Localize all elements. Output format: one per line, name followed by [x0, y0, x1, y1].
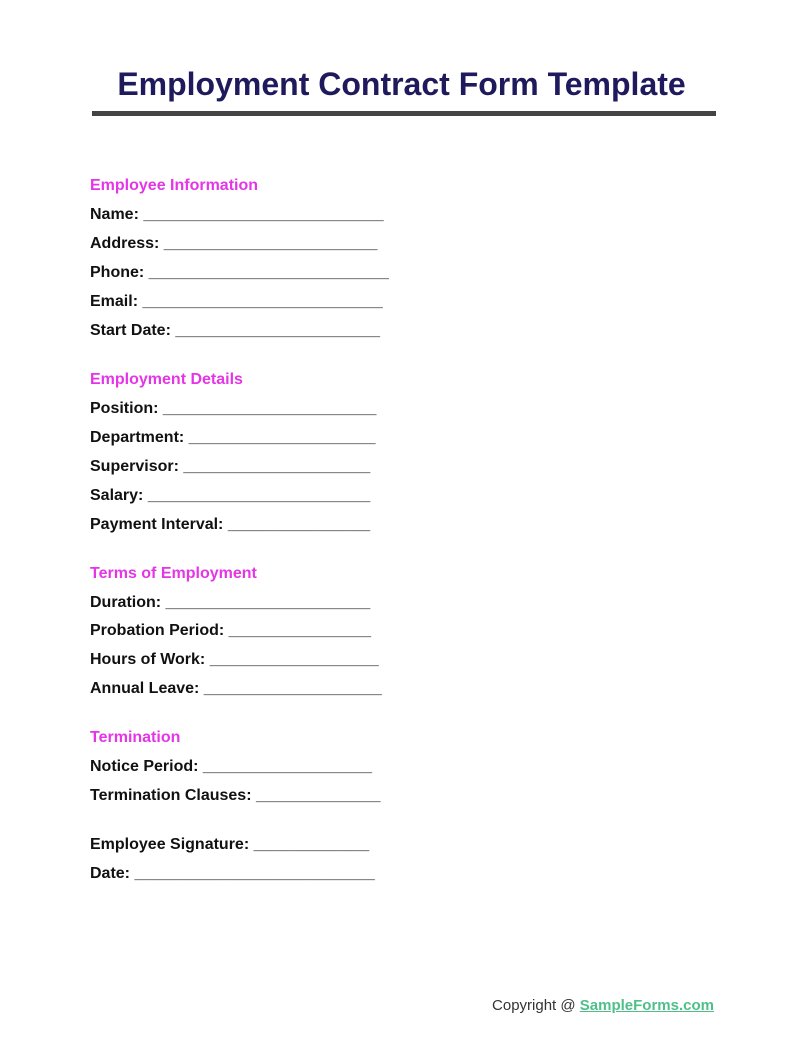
payment-interval-field[interactable]: Payment Interval: ________________	[90, 516, 371, 533]
section-heading-employee-information: Employee Information	[90, 177, 259, 194]
department-field[interactable]: Department: _____________________	[90, 429, 376, 446]
hours-of-work-field[interactable]: Hours of Work: ___________________	[90, 651, 379, 668]
copyright-text: Copyright @	[492, 997, 580, 1014]
section-heading-termination: Termination	[90, 729, 181, 746]
email-field[interactable]: Email: ___________________________	[90, 293, 383, 310]
address-field[interactable]: Address: ________________________	[90, 235, 378, 252]
form-title: Employment Contract Form Template	[117, 66, 686, 102]
supervisor-field[interactable]: Supervisor: _____________________	[90, 458, 371, 475]
name-field[interactable]: Name: ___________________________	[90, 206, 384, 223]
employee-signature-field[interactable]: Employee Signature: _____________	[90, 836, 370, 853]
notice-period-field[interactable]: Notice Period: ___________________	[90, 758, 372, 775]
termination-clauses-field[interactable]: Termination Clauses: ______________	[90, 787, 381, 804]
copyright-footer	[492, 997, 714, 1014]
sampleforms-link[interactable]: SampleForms.com	[579, 997, 714, 1014]
section-heading-terms-of-employment: Terms of Employment	[90, 565, 257, 582]
phone-field[interactable]: Phone: ___________________________	[90, 264, 389, 281]
start-date-field[interactable]: Start Date: _______________________	[90, 322, 381, 339]
annual-leave-field[interactable]: Annual Leave: ____________________	[90, 680, 382, 697]
title-divider	[92, 111, 716, 116]
section-heading-employment-details: Employment Details	[90, 371, 243, 388]
signature-date-field[interactable]: Date: ___________________________	[90, 865, 375, 882]
probation-period-field[interactable]: Probation Period: ________________	[90, 622, 372, 639]
duration-field[interactable]: Duration: _______________________	[90, 594, 371, 611]
salary-field[interactable]: Salary: _________________________	[90, 487, 371, 504]
position-field[interactable]: Position: ________________________	[90, 400, 377, 417]
